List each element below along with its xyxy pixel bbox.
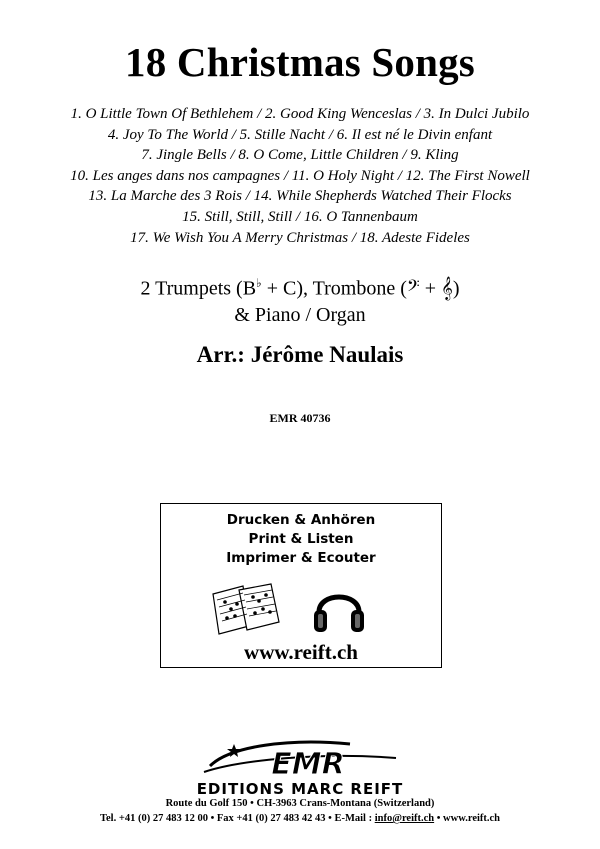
- song-list-line: 10. Les anges dans nos campagnes / 11. O Holy Night / 12. The First Nowell: [70, 167, 530, 184]
- catalog-number: EMR 40736: [269, 411, 331, 425]
- website-link[interactable]: www.reift.ch: [244, 640, 358, 664]
- web-address[interactable]: • www.reift.ch: [434, 813, 501, 824]
- promo-line: Drucken & Anhören: [226, 512, 376, 528]
- publisher-contact: [0, 813, 600, 824]
- song-list-line: 15. Still, Still, Still / 16. O Tannenbaum: [182, 208, 418, 225]
- arranger: Arr.: Jérôme Naulais: [196, 342, 404, 367]
- headphones-icon: [311, 580, 367, 636]
- song-list-line: 17. We Wish You A Merry Christmas / 18. Adeste Fideles: [130, 229, 470, 246]
- instrumentation-line-2: & Piano / Organ: [234, 303, 366, 326]
- promo-line: Imprimer & Ecouter: [226, 550, 376, 566]
- instr-close: ): [452, 277, 460, 300]
- svg-text:EMR: EMR: [271, 747, 345, 782]
- publisher-address: Route du Golf 150 • CH-3963 Crans-Montana (Switzerland): [165, 798, 435, 809]
- clef-symbols: 𝄢 + 𝄞: [406, 277, 453, 300]
- publisher-name: EDITIONS MARC REIFT: [196, 780, 404, 798]
- promo-text: [161, 511, 441, 568]
- song-list-line: 13. La Marche des 3 Rois / 14. While Shepherds Watched Their Flocks: [88, 188, 512, 205]
- sheet-music-icon: [209, 582, 283, 636]
- instrumentation: [0, 270, 600, 328]
- flat-sign: ♭: [256, 276, 262, 290]
- song-list: [0, 104, 600, 248]
- song-list-line: 4. Joy To The World / 5. Stille Nacht / 6. Il est né le Divin enfant: [107, 126, 493, 143]
- instrumentation-line-1: [0, 270, 600, 302]
- instr-trombone: + C), Trombone (: [261, 277, 407, 300]
- emr-logo: [200, 738, 400, 782]
- promo-box: [160, 503, 442, 668]
- instr-trumpets: 2 Trumpets (B: [140, 277, 257, 300]
- phone-fax: Tel. +41 (0) 27 483 12 00 • Fax +41 (0) 27 483 42 43 • E-Mail :: [99, 813, 375, 824]
- song-list-line: 7. Jingle Bells / 8. O Come, Little Children / 9. Kling: [141, 147, 459, 164]
- email-link[interactable]: info@reift.ch: [374, 813, 435, 824]
- page-title: 18 Christmas Songs: [125, 39, 475, 85]
- song-list-line: 1. O Little Town Of Bethlehem / 2. Good King Wenceslas / 3. In Dulci Jubilo: [70, 106, 530, 122]
- promo-line: Print & Listen: [248, 531, 354, 547]
